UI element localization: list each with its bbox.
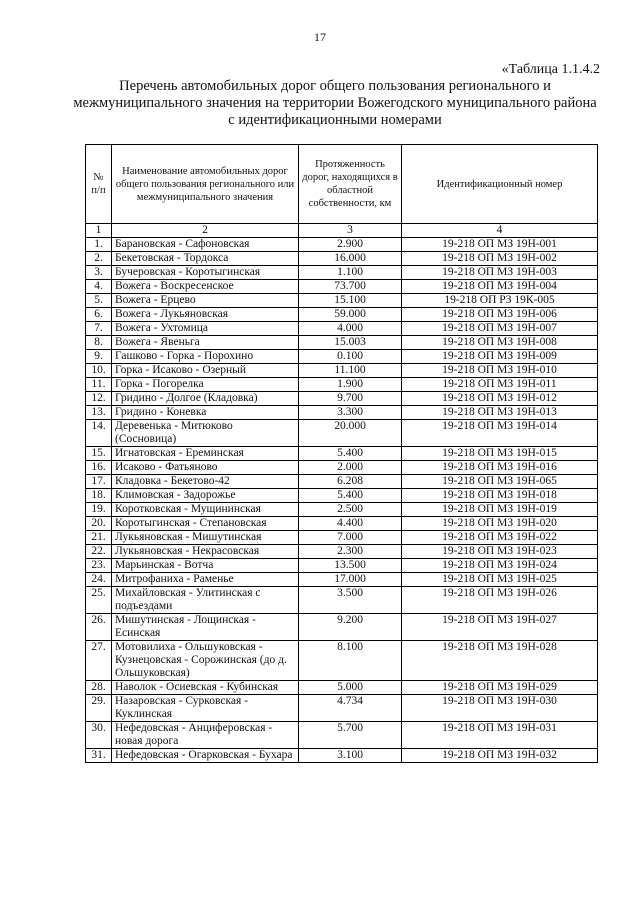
road-id: 19-218 ОП МЗ 19Н-022: [402, 531, 598, 545]
road-id: 19-218 ОП МЗ 19Н-006: [402, 308, 598, 322]
road-length: 4.734: [299, 695, 402, 722]
road-name: Нефедовская - Анциферовская - новая дорога: [112, 722, 299, 749]
road-name: Игнатовская - Ереминская: [112, 447, 299, 461]
road-name: Митрофаниха - Раменье: [112, 573, 299, 587]
road-length: 9.700: [299, 392, 402, 406]
row-number: 24.: [86, 573, 112, 587]
road-name: Горка - Исаково - Озерный: [112, 364, 299, 378]
row-number: 28.: [86, 681, 112, 695]
table-row: [86, 447, 598, 461]
table-row: [86, 489, 598, 503]
road-length: 3.500: [299, 587, 402, 614]
table-row: [86, 322, 598, 336]
road-id: 19-218 ОП МЗ 19Н-023: [402, 545, 598, 559]
table-row: [86, 722, 598, 749]
table-row: [86, 749, 598, 763]
road-id: 19-218 ОП МЗ 19Н-030: [402, 695, 598, 722]
header-length: Протяженность дорог, находящихся в областной собственности, км: [299, 145, 402, 224]
row-number: 25.: [86, 587, 112, 614]
road-length: 20.000: [299, 420, 402, 447]
road-name: Назаровская - Сурковская - Куклинская: [112, 695, 299, 722]
row-number: 2.: [86, 252, 112, 266]
road-id: 19-218 ОП МЗ 19Н-012: [402, 392, 598, 406]
table-body: [86, 238, 598, 763]
header-id: Идентификационный номер: [402, 145, 598, 224]
road-length: 8.100: [299, 641, 402, 681]
road-id: 19-218 ОП МЗ 19Н-028: [402, 641, 598, 681]
row-number: 15.: [86, 447, 112, 461]
road-length: 1.100: [299, 266, 402, 280]
road-name: Нефедовская - Огарковская - Бухара: [112, 749, 299, 763]
row-number: 16.: [86, 461, 112, 475]
road-length: 3.300: [299, 406, 402, 420]
roads-table: [85, 144, 598, 763]
document-title: Перечень автомобильных дорог общего пользования регионального и межмуниципального значения на территории Вожегодского муниципального района с идентификационными номерами: [73, 78, 597, 128]
road-length: 4.400: [299, 517, 402, 531]
road-name: Марьинская - Вотча: [112, 559, 299, 573]
road-length: 5.700: [299, 722, 402, 749]
road-name: Лукьяновская - Мишутинская: [112, 531, 299, 545]
row-number: 11.: [86, 378, 112, 392]
road-id: 19-218 ОП МЗ 19Н-032: [402, 749, 598, 763]
road-id: 19-218 ОП МЗ 19Н-002: [402, 252, 598, 266]
row-number: 6.: [86, 308, 112, 322]
table-row: [86, 378, 598, 392]
table-row: [86, 336, 598, 350]
page-number: 17: [314, 30, 326, 44]
row-number: 26.: [86, 614, 112, 641]
row-number: 20.: [86, 517, 112, 531]
road-id: 19-218 ОП МЗ 19Н-015: [402, 447, 598, 461]
table-row: [86, 573, 598, 587]
row-number: 9.: [86, 350, 112, 364]
table-row: [86, 294, 598, 308]
road-length: 5.400: [299, 489, 402, 503]
row-number: 27.: [86, 641, 112, 681]
road-id: 19-218 ОП МЗ 19Н-014: [402, 420, 598, 447]
road-id: 19-218 ОП МЗ 19Н-009: [402, 350, 598, 364]
road-length: 1.900: [299, 378, 402, 392]
road-id: 19-218 ОП МЗ 19Н-013: [402, 406, 598, 420]
road-name: Мотовилиха - Ольшуковская - Кузнецовская - Сорожинская (до д. Ольшуковская): [112, 641, 299, 681]
row-number: 1.: [86, 238, 112, 252]
road-length: 9.200: [299, 614, 402, 641]
road-name: Бекетовская - Тордокса: [112, 252, 299, 266]
road-length: 17.000: [299, 573, 402, 587]
table-row: [86, 280, 598, 294]
row-number: 10.: [86, 364, 112, 378]
road-length: 15.100: [299, 294, 402, 308]
row-number: 4.: [86, 280, 112, 294]
table-reference: «Таблица 1.1.4.2: [501, 62, 600, 77]
road-length: 11.100: [299, 364, 402, 378]
road-length: 13.500: [299, 559, 402, 573]
road-name: Вожега - Ерцево: [112, 294, 299, 308]
table-row: [86, 392, 598, 406]
table-row: [86, 587, 598, 614]
row-number: 18.: [86, 489, 112, 503]
road-length: 5.400: [299, 447, 402, 461]
road-name: Наволок - Осиевская - Кубинская: [112, 681, 299, 695]
table-row: [86, 695, 598, 722]
table-row: [86, 266, 598, 280]
row-number: 19.: [86, 503, 112, 517]
row-number: 12.: [86, 392, 112, 406]
road-name: Коротыгинская - Степановская: [112, 517, 299, 531]
road-length: 2.500: [299, 503, 402, 517]
road-name: Гридино - Коневка: [112, 406, 299, 420]
road-length: 4.000: [299, 322, 402, 336]
road-id: 19-218 ОП МЗ 19Н-004: [402, 280, 598, 294]
table-row: [86, 350, 598, 364]
road-id: 19-218 ОП МЗ 19Н-011: [402, 378, 598, 392]
table-row: [86, 517, 598, 531]
road-name: Вожега - Ухтомица: [112, 322, 299, 336]
table-row: [86, 475, 598, 489]
table-row: [86, 641, 598, 681]
row-number: 30.: [86, 722, 112, 749]
road-length: 15.003: [299, 336, 402, 350]
road-length: 7.000: [299, 531, 402, 545]
row-number: 23.: [86, 559, 112, 573]
table-row: [86, 559, 598, 573]
table-row: [86, 531, 598, 545]
row-number: 31.: [86, 749, 112, 763]
road-id: 19-218 ОП МЗ 19Н-025: [402, 573, 598, 587]
road-name: Исаково - Фатьяново: [112, 461, 299, 475]
road-name: Вожега - Явеньга: [112, 336, 299, 350]
road-name: Гридино - Долгое (Кладовка): [112, 392, 299, 406]
road-id: 19-218 ОП МЗ 19Н-010: [402, 364, 598, 378]
row-number: 8.: [86, 336, 112, 350]
row-number: 7.: [86, 322, 112, 336]
road-length: 6.208: [299, 475, 402, 489]
road-id: 19-218 ОП МЗ 19Н-001: [402, 238, 598, 252]
column-number: 2: [112, 224, 299, 238]
road-id: 19-218 ОП МЗ 19Н-007: [402, 322, 598, 336]
road-name: Вожега - Воскресенское: [112, 280, 299, 294]
row-number: 14.: [86, 420, 112, 447]
road-id: 19-218 ОП МЗ 19Н-031: [402, 722, 598, 749]
row-number: 21.: [86, 531, 112, 545]
road-name: Мишутинская - Лощинская - Есинская: [112, 614, 299, 641]
road-length: 0.100: [299, 350, 402, 364]
road-id: 19-218 ОП МЗ 19Н-029: [402, 681, 598, 695]
table-row: [86, 420, 598, 447]
row-number: 17.: [86, 475, 112, 489]
road-name: Деревенька - Митюково (Сосновица): [112, 420, 299, 447]
road-id: 19-218 ОП МЗ 19Н-024: [402, 559, 598, 573]
road-name: Климовская - Задорожье: [112, 489, 299, 503]
road-name: Кладовка - Бекетово-42: [112, 475, 299, 489]
road-length: 73.700: [299, 280, 402, 294]
road-name: Горка - Погорелка: [112, 378, 299, 392]
table-row: [86, 308, 598, 322]
road-id: 19-218 ОП МЗ 19Н-020: [402, 517, 598, 531]
column-number: 1: [86, 224, 112, 238]
road-id: 19-218 ОП РЗ 19К-005: [402, 294, 598, 308]
road-id: 19-218 ОП МЗ 19Н-003: [402, 266, 598, 280]
road-length: 5.000: [299, 681, 402, 695]
road-id: 19-218 ОП МЗ 19Н-019: [402, 503, 598, 517]
road-id: 19-218 ОП МЗ 19Н-016: [402, 461, 598, 475]
road-id: 19-218 ОП МЗ 19Н-008: [402, 336, 598, 350]
table-row: [86, 406, 598, 420]
road-name: Барановская - Сафоновская: [112, 238, 299, 252]
road-name: Вожега - Лукьяновская: [112, 308, 299, 322]
table-row: [86, 364, 598, 378]
table-row: [86, 681, 598, 695]
column-number: 4: [402, 224, 598, 238]
road-length: 2.300: [299, 545, 402, 559]
road-length: 16.000: [299, 252, 402, 266]
header-num: № п/п: [86, 145, 112, 224]
table-row: [86, 503, 598, 517]
road-name: Коротковская - Мущининская: [112, 503, 299, 517]
road-name: Лукьяновская - Некрасовская: [112, 545, 299, 559]
road-length: 2.000: [299, 461, 402, 475]
road-id: 19-218 ОП МЗ 19Н-018: [402, 489, 598, 503]
table-row: [86, 545, 598, 559]
row-number: 3.: [86, 266, 112, 280]
road-length: 59.000: [299, 308, 402, 322]
table-row: [86, 238, 598, 252]
table-row: [86, 252, 598, 266]
road-id: 19-218 ОП МЗ 19Н-065: [402, 475, 598, 489]
row-number: 29.: [86, 695, 112, 722]
road-name: Михайловская - Улитинская с подъездами: [112, 587, 299, 614]
row-number: 22.: [86, 545, 112, 559]
table-header-row: [86, 145, 598, 224]
column-number: 3: [299, 224, 402, 238]
row-number: 5.: [86, 294, 112, 308]
road-name: Бучеровская - Коротыгинская: [112, 266, 299, 280]
road-id: 19-218 ОП МЗ 19Н-026: [402, 587, 598, 614]
table-row: [86, 461, 598, 475]
header-name: Наименование автомобильных дорог общего пользования регионального или межмуниципального значения: [112, 145, 299, 224]
road-name: Гашково - Горка - Порохино: [112, 350, 299, 364]
road-length: 2.900: [299, 238, 402, 252]
road-id: 19-218 ОП МЗ 19Н-027: [402, 614, 598, 641]
row-number: 13.: [86, 406, 112, 420]
road-length: 3.100: [299, 749, 402, 763]
column-number-row: [86, 224, 598, 238]
table-row: [86, 614, 598, 641]
